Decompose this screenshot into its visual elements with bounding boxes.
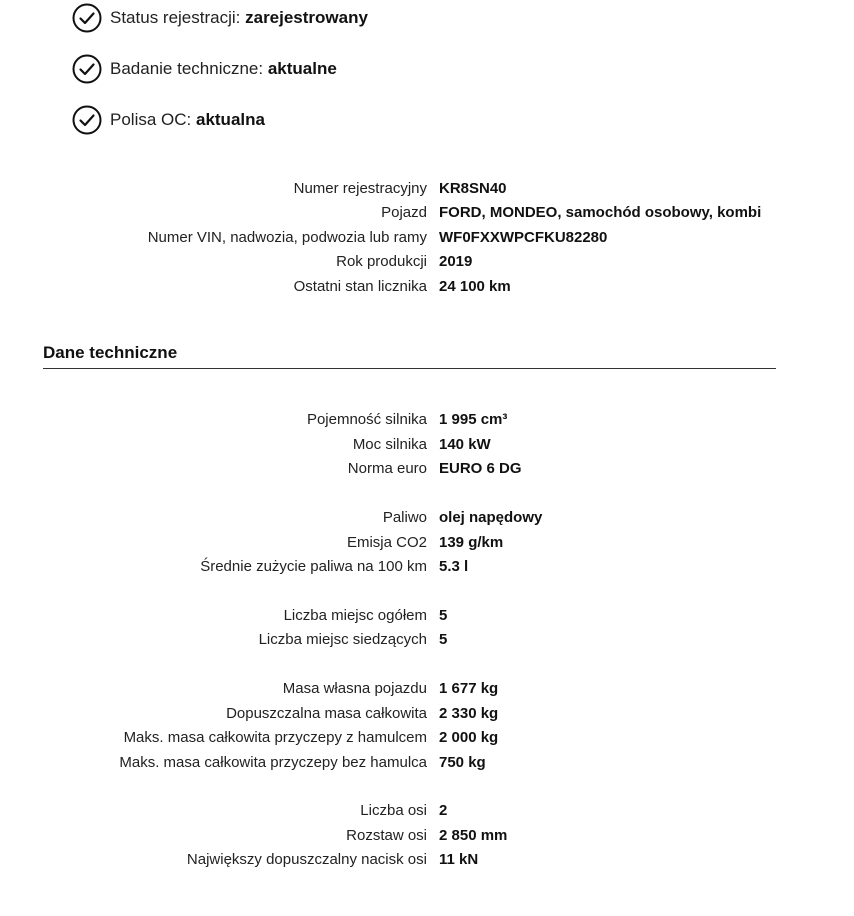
technical-row-value: 11 kN xyxy=(439,851,479,868)
technical-row-value: EURO 6 DG xyxy=(439,460,522,477)
technical-row-label: Emisja CO2 xyxy=(346,534,427,551)
vehicle-row-label: Pojazd xyxy=(381,204,427,221)
vehicle-row-value: 2019 xyxy=(439,253,473,270)
technical-row xyxy=(0,800,854,822)
technical-row xyxy=(0,507,854,529)
technical-row-value: 750 kg xyxy=(439,754,486,771)
technical-row xyxy=(0,703,854,725)
technical-row-value: olej napędowy xyxy=(439,509,543,526)
technical-row xyxy=(0,678,854,700)
technical-row-value: 5.3 l xyxy=(439,558,469,575)
technical-row-value: 1 995 cm³ xyxy=(439,411,508,428)
status-insurance-text: Polisa OC: aktualna xyxy=(110,110,265,129)
check-circle-icon xyxy=(72,3,102,33)
technical-row-label: Liczba miejsc siedzących xyxy=(258,631,427,648)
technical-row xyxy=(0,458,854,480)
technical-row-value: 140 kW xyxy=(439,436,491,453)
status-inspection xyxy=(72,54,337,84)
technical-row xyxy=(0,752,854,774)
vehicle-row xyxy=(0,178,854,200)
technical-row-value: 1 677 kg xyxy=(439,680,499,697)
technical-row-value: 5 xyxy=(439,607,448,624)
technical-row-label: Maks. masa całkowita przyczepy bez hamulca xyxy=(119,754,427,771)
vehicle-row xyxy=(0,276,854,298)
technical-row-value: 139 g/km xyxy=(439,534,504,551)
status-registration-text: Status rejestracji: zarejestrowany xyxy=(110,8,368,27)
technical-row xyxy=(0,605,854,627)
vehicle-row-label: Numer VIN, nadwozia, podwozia lub ramy xyxy=(147,229,427,246)
vehicle-row-value: KR8SN40 xyxy=(439,180,507,197)
section-divider xyxy=(43,368,776,369)
technical-row-value: 5 xyxy=(439,631,448,648)
vehicle-row xyxy=(0,227,854,249)
technical-row xyxy=(0,849,854,871)
technical-row-label: Średnie zużycie paliwa na 100 km xyxy=(200,558,427,575)
vehicle-row-label: Numer rejestracyjny xyxy=(293,180,427,197)
technical-row xyxy=(0,727,854,749)
technical-row-label: Paliwo xyxy=(382,509,427,526)
vehicle-row xyxy=(0,251,854,273)
technical-row-value: 2 xyxy=(439,802,448,819)
technical-row-label: Pojemność silnika xyxy=(306,411,427,428)
technical-row-value: 2 850 mm xyxy=(439,827,508,844)
check-circle-icon xyxy=(72,105,102,135)
technical-row-label: Rozstaw osi xyxy=(346,827,427,844)
technical-row-label: Dopuszczalna masa całkowita xyxy=(226,705,427,722)
status-registration xyxy=(72,3,368,33)
vehicle-row-label: Rok produkcji xyxy=(336,253,427,270)
section-title: Dane techniczne xyxy=(43,343,178,362)
technical-row xyxy=(0,629,854,651)
technical-row-label: Maks. masa całkowita przyczepy z hamulcem xyxy=(123,729,427,746)
technical-row-label: Największy dopuszczalny nacisk osi xyxy=(186,851,427,868)
technical-row-label: Moc silnika xyxy=(352,436,427,453)
technical-row-label: Masa własna pojazdu xyxy=(282,680,427,697)
status-insurance xyxy=(72,105,265,135)
status-inspection-text: Badanie techniczne: aktualne xyxy=(110,59,337,78)
technical-row xyxy=(0,434,854,456)
technical-row-label: Norma euro xyxy=(347,460,427,477)
check-circle-icon xyxy=(72,54,102,84)
technical-row xyxy=(0,532,854,554)
vehicle-row-value: 24 100 km xyxy=(439,278,511,295)
technical-row xyxy=(0,556,854,578)
technical-row-value: 2 000 kg xyxy=(439,729,499,746)
vehicle-row-label: Ostatni stan licznika xyxy=(293,278,427,295)
technical-row-value: 2 330 kg xyxy=(439,705,499,722)
vehicle-row-value: FORD, MONDEO, samochód osobowy, kombi xyxy=(439,204,762,221)
vehicle-row xyxy=(0,202,854,224)
technical-row-label: Liczba miejsc ogółem xyxy=(283,607,427,624)
technical-row xyxy=(0,409,854,431)
vehicle-row-value: WF0FXXWPCFKU82280 xyxy=(439,229,608,246)
technical-row xyxy=(0,825,854,847)
technical-row-label: Liczba osi xyxy=(360,802,427,819)
